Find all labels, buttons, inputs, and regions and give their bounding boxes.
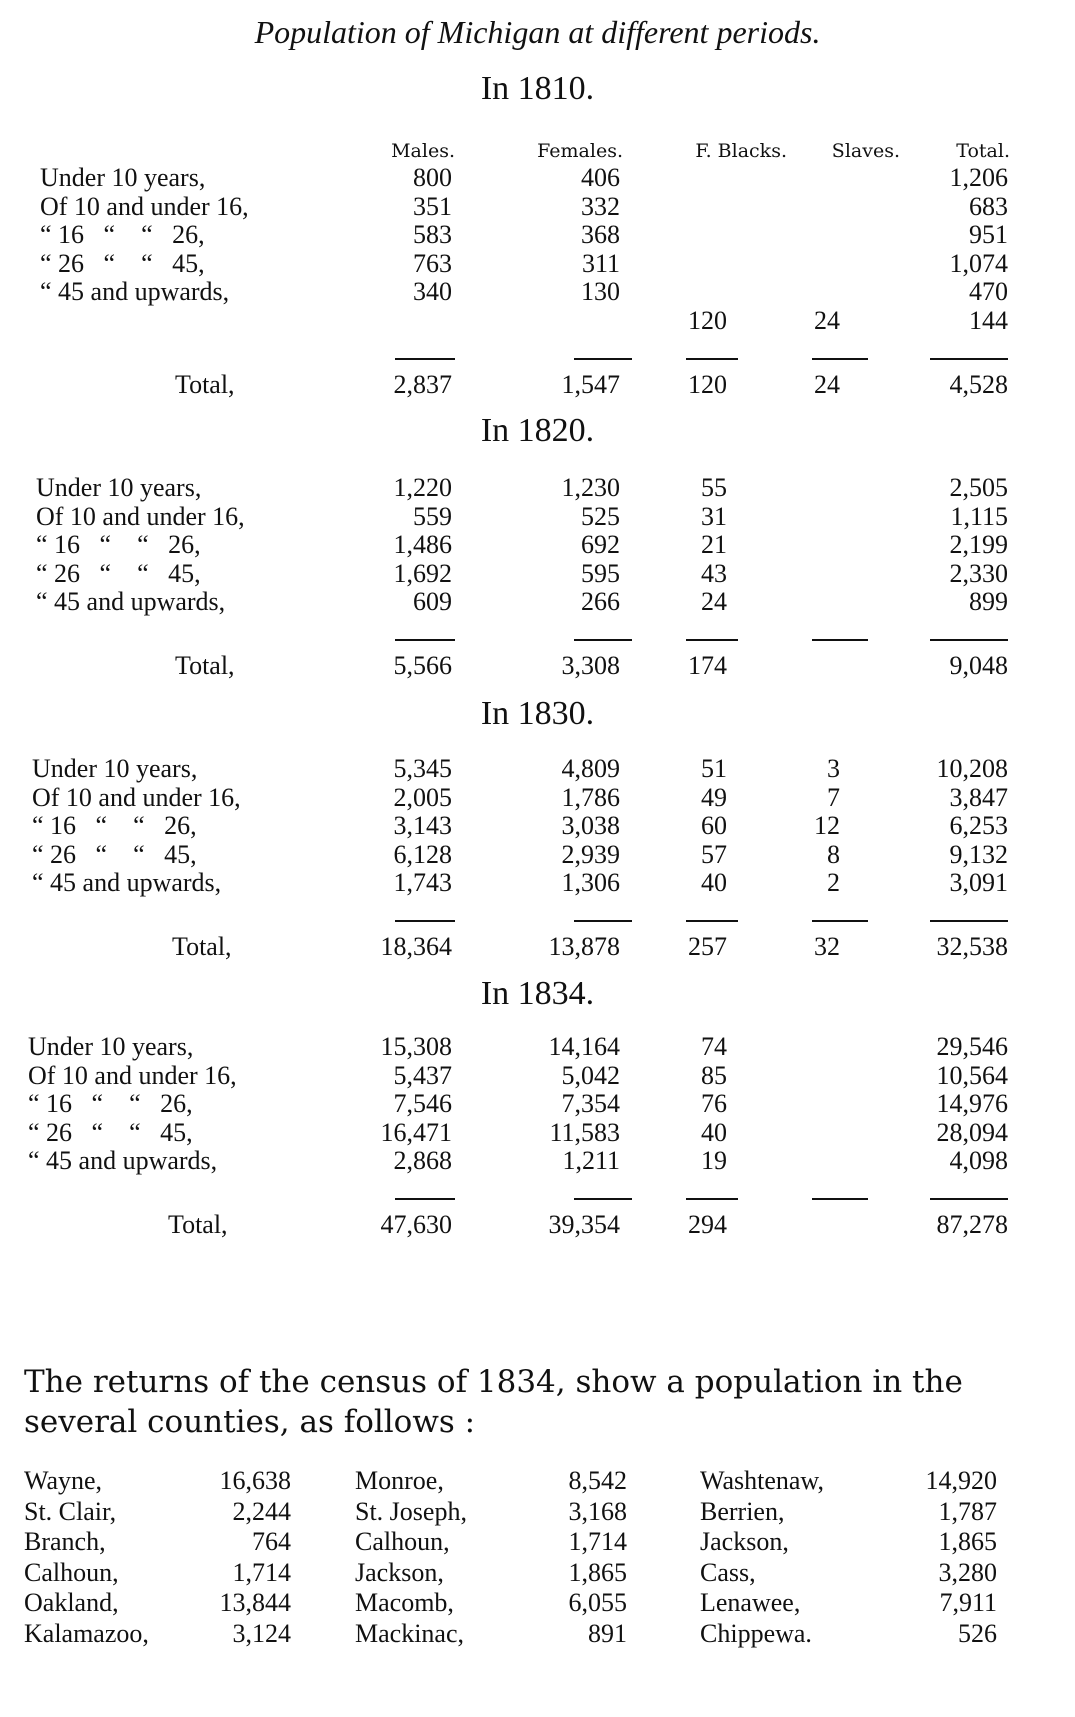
cell-blacks: 31 <box>701 501 727 531</box>
cell-females: 1,211 <box>562 1146 620 1176</box>
total-rule <box>812 358 868 360</box>
cell-blacks: 19 <box>701 1146 727 1176</box>
total-males: 47,630 <box>380 1210 452 1240</box>
age-group-label: “ 16 “ “ 26, <box>40 220 205 250</box>
total-blacks: 174 <box>688 651 727 681</box>
age-group-label: “ 16 “ “ 26, <box>32 811 197 841</box>
total-rule <box>812 1198 868 1200</box>
age-group-label: Of 10 and under 16, <box>28 1060 237 1090</box>
total-rule <box>395 920 455 922</box>
total-rule <box>395 639 455 641</box>
total-label: Total, <box>175 370 235 399</box>
cell-blacks: 60 <box>701 811 727 841</box>
cell-males: 340 <box>413 277 452 307</box>
cell-slaves: 24 <box>814 306 840 335</box>
cell-blacks: 43 <box>701 558 727 588</box>
cell-blacks: 24 <box>701 587 727 617</box>
cell-blacks: 40 <box>701 1117 727 1147</box>
total-rule <box>930 639 1008 641</box>
age-group-label: Under 10 years, <box>32 754 198 783</box>
cell-total: 10,564 <box>936 1060 1008 1090</box>
cell-males: 351 <box>413 191 452 221</box>
county-name: Mackinac, <box>355 1618 465 1648</box>
county-name: Calhoun, <box>24 1557 119 1587</box>
cell-males: 1,743 <box>393 868 452 898</box>
cell-females: 3,038 <box>561 811 620 841</box>
cell-total: 14,976 <box>936 1089 1008 1119</box>
age-group-label: Of 10 and under 16, <box>40 191 249 221</box>
county-population: 3,280 <box>938 1557 997 1587</box>
age-group-label: “ 26 “ “ 45, <box>32 839 197 869</box>
cell-females: 311 <box>581 248 620 278</box>
cell-slaves: 12 <box>814 811 840 841</box>
cell-blacks: 21 <box>701 530 727 560</box>
age-group-label: “ 26 “ “ 45, <box>36 558 201 588</box>
cell-females: 5,042 <box>561 1060 620 1090</box>
county-population: 1,787 <box>938 1496 997 1526</box>
age-group-label: “ 16 “ “ 26, <box>28 1089 193 1119</box>
county-name: Chippewa. <box>700 1618 812 1648</box>
age-group-label: Of 10 and under 16, <box>32 782 241 812</box>
county-name: Lenawee, <box>700 1588 801 1617</box>
cell-males: 609 <box>413 587 452 617</box>
cell-females: 692 <box>581 530 620 560</box>
county-name: Branch, <box>24 1527 106 1556</box>
total-total: 32,538 <box>936 932 1008 962</box>
cell-males: 2,868 <box>393 1146 452 1176</box>
period-heading: In 1834. <box>480 975 595 1012</box>
col-header-slaves: Slaves. <box>831 140 900 162</box>
total-females: 3,308 <box>561 651 620 681</box>
col-header-free-blacks: F. Blacks. <box>695 140 787 162</box>
cell-total: 1,074 <box>949 248 1008 278</box>
cell-slaves: 3 <box>827 754 840 783</box>
cell-females: 1,230 <box>561 473 620 502</box>
county-population: 2,244 <box>232 1496 291 1526</box>
county-population: 891 <box>588 1618 627 1648</box>
cell-total: 2,505 <box>949 473 1008 502</box>
cell-females: 11,583 <box>549 1117 620 1147</box>
county-population: 1,865 <box>568 1557 627 1587</box>
cell-slaves: 8 <box>827 839 840 869</box>
total-slaves: 32 <box>814 932 840 962</box>
cell-females: 266 <box>581 587 620 617</box>
county-population: 1,865 <box>938 1527 997 1556</box>
total-rule <box>686 639 738 641</box>
cell-blacks: 74 <box>701 1032 727 1061</box>
cell-females: 2,939 <box>561 839 620 869</box>
age-group-label: “ 45 and upwards, <box>32 868 222 898</box>
cell-total: 683 <box>969 191 1008 221</box>
cell-total: 10,208 <box>936 754 1008 783</box>
cell-females: 368 <box>581 220 620 250</box>
cell-blacks: 40 <box>701 868 727 898</box>
period-heading: In 1820. <box>480 412 595 449</box>
cell-females: 1,786 <box>561 782 620 812</box>
cell-females: 525 <box>581 501 620 531</box>
cell-blacks: 120 <box>688 306 727 335</box>
cell-males: 15,308 <box>380 1032 452 1061</box>
county-name: Berrien, <box>700 1496 785 1526</box>
total-rule <box>930 1198 1008 1200</box>
cell-slaves: 7 <box>827 782 840 812</box>
cell-total: 470 <box>969 277 1008 307</box>
cell-males: 6,128 <box>393 839 452 869</box>
cell-blacks: 85 <box>701 1060 727 1090</box>
county-population: 1,714 <box>232 1557 291 1587</box>
total-label: Total, <box>168 1210 228 1240</box>
total-total: 87,278 <box>936 1210 1008 1240</box>
county-population: 1,714 <box>568 1527 627 1556</box>
cell-females: 130 <box>581 277 620 307</box>
total-males: 18,364 <box>380 932 452 962</box>
total-rule <box>812 639 868 641</box>
cell-total: 28,094 <box>936 1117 1008 1147</box>
county-name: Washtenaw, <box>700 1466 825 1495</box>
total-label: Total, <box>175 651 235 681</box>
total-rule <box>686 358 738 360</box>
total-rule <box>686 1198 738 1200</box>
total-rule <box>395 358 455 360</box>
cell-males: 3,143 <box>393 811 452 841</box>
period-heading: In 1830. <box>480 695 595 732</box>
col-header-females: Females. <box>537 140 623 162</box>
col-header-males: Males. <box>391 140 455 162</box>
county-population: 3,124 <box>232 1618 291 1648</box>
cell-total: 1,206 <box>949 163 1008 192</box>
age-group-label: Under 10 years, <box>40 163 206 192</box>
cell-total: 4,098 <box>949 1146 1008 1176</box>
county-name: Wayne, <box>24 1466 103 1495</box>
period-heading: In 1810. <box>480 70 595 107</box>
cell-total: 29,546 <box>936 1032 1008 1061</box>
total-blacks: 120 <box>688 370 727 399</box>
county-population: 8,542 <box>568 1466 627 1495</box>
total-females: 1,547 <box>561 370 620 399</box>
age-group-label: “ 26 “ “ 45, <box>40 248 205 278</box>
cell-total: 2,199 <box>949 530 1008 560</box>
cell-total: 1,115 <box>950 501 1008 531</box>
total-males: 5,566 <box>393 651 452 681</box>
cell-males: 1,220 <box>393 473 452 502</box>
county-population: 14,920 <box>925 1466 997 1495</box>
county-population: 6,055 <box>568 1588 627 1617</box>
age-group-label: Under 10 years, <box>36 473 202 502</box>
age-group-label: “ 45 and upwards, <box>28 1146 218 1176</box>
age-group-label: Under 10 years, <box>28 1032 194 1061</box>
county-population: 764 <box>252 1527 291 1556</box>
county-population: 16,638 <box>219 1466 291 1495</box>
county-name: Kalamazoo, <box>24 1618 149 1648</box>
age-group-label: “ 16 “ “ 26, <box>36 530 201 560</box>
cell-blacks: 49 <box>701 782 727 812</box>
cell-females: 1,306 <box>561 868 620 898</box>
county-name: St. Clair, <box>24 1496 117 1526</box>
age-group-label: “ 45 and upwards, <box>40 277 230 307</box>
total-total: 4,528 <box>949 370 1008 399</box>
cell-blacks: 76 <box>701 1089 727 1119</box>
county-name: Macomb, <box>355 1588 454 1617</box>
col-header-total: Total. <box>956 140 1010 162</box>
total-rule <box>812 920 868 922</box>
age-group-label: Of 10 and under 16, <box>36 501 245 531</box>
cell-males: 7,546 <box>393 1089 452 1119</box>
county-name: Oakland, <box>24 1588 119 1617</box>
cell-total: 2,330 <box>949 558 1008 588</box>
total-label: Total, <box>172 932 232 962</box>
cell-blacks: 51 <box>701 754 727 783</box>
total-rule <box>574 920 632 922</box>
county-name: Jackson, <box>355 1557 444 1587</box>
cell-females: 7,354 <box>561 1089 620 1119</box>
cell-males: 2,005 <box>393 782 452 812</box>
total-rule <box>930 358 1008 360</box>
census-paragraph: The returns of the census of 1834, show a population in the several counties, as follows : <box>24 1364 963 1440</box>
cell-slaves: 2 <box>827 868 840 898</box>
cell-females: 595 <box>581 558 620 588</box>
county-population: 526 <box>958 1618 997 1648</box>
cell-males: 583 <box>413 220 452 250</box>
cell-total: 3,091 <box>949 868 1008 898</box>
cell-females: 14,164 <box>548 1032 620 1061</box>
age-group-label: “ 45 and upwards, <box>36 587 226 617</box>
cell-females: 332 <box>581 191 620 221</box>
cell-males: 559 <box>413 501 452 531</box>
cell-males: 1,692 <box>393 558 452 588</box>
total-rule <box>574 639 632 641</box>
county-name: St. Joseph, <box>355 1496 467 1526</box>
cell-blacks: 55 <box>701 473 727 502</box>
total-blacks: 294 <box>688 1210 727 1240</box>
county-name: Jackson, <box>700 1527 789 1556</box>
total-females: 39,354 <box>548 1210 620 1240</box>
cell-total: 899 <box>969 587 1008 617</box>
cell-males: 5,437 <box>393 1060 452 1090</box>
county-name: Monroe, <box>355 1466 444 1495</box>
total-rule <box>574 358 632 360</box>
county-name: Cass, <box>700 1557 756 1587</box>
cell-total: 6,253 <box>949 811 1008 841</box>
total-males: 2,837 <box>393 370 452 399</box>
cell-males: 763 <box>413 248 452 278</box>
total-rule <box>395 1198 455 1200</box>
cell-males: 1,486 <box>393 530 452 560</box>
total-blacks: 257 <box>688 932 727 962</box>
cell-females: 4,809 <box>561 754 620 783</box>
total-slaves: 24 <box>814 370 840 399</box>
county-population: 3,168 <box>568 1496 627 1526</box>
cell-total: 3,847 <box>949 782 1008 812</box>
cell-total: 951 <box>969 220 1008 250</box>
cell-females: 406 <box>581 163 620 192</box>
county-name: Calhoun, <box>355 1527 450 1556</box>
cell-total: 9,132 <box>949 839 1008 869</box>
total-total: 9,048 <box>949 651 1008 681</box>
total-rule <box>686 920 738 922</box>
total-rule <box>574 1198 632 1200</box>
cell-males: 800 <box>413 163 452 192</box>
cell-males: 5,345 <box>393 754 452 783</box>
county-population: 13,844 <box>219 1588 291 1617</box>
cell-males: 16,471 <box>380 1117 452 1147</box>
page-title: Population of Michigan at different periods. <box>254 14 821 50</box>
cell-blacks: 57 <box>701 839 727 869</box>
total-rule <box>930 920 1008 922</box>
total-females: 13,878 <box>548 932 620 962</box>
age-group-label: “ 26 “ “ 45, <box>28 1117 193 1147</box>
cell-total: 144 <box>969 306 1008 335</box>
county-population: 7,911 <box>939 1588 997 1617</box>
